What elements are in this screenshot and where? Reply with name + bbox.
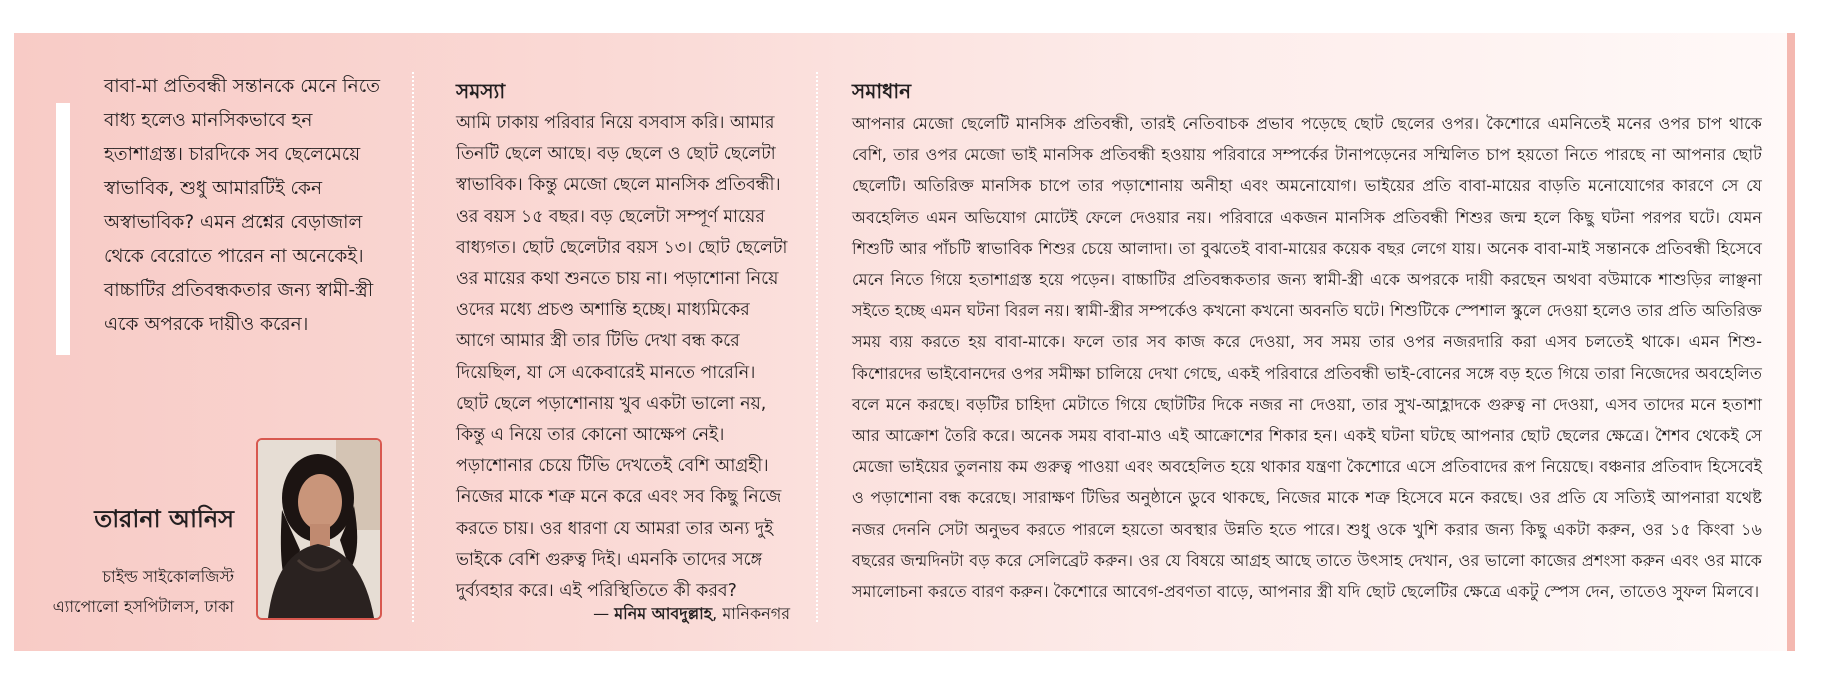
signature-place: , মানিকনগর bbox=[712, 604, 790, 623]
right-edge-rule bbox=[1787, 33, 1795, 651]
signature-name: মনিম আবদুল্লাহ bbox=[614, 604, 713, 623]
expert-role bbox=[10, 562, 234, 622]
solution-text: আপনার মেজো ছেলেটি মানসিক প্রতিবন্ধী, তারই নেতিবাচক প্রভাব পড়েছে ছোট ছেলের ওপর। কৈশোরে এমনিতেই মনের ওপর চাপ থাকে বেশি, তার ওপর মেজো ভাই মানসিক প্রতিবন্ধী হওয়ায় পরিবারে সম্পর্কের টানাপড়েনের সম্মিলিত চাপ হয়তো নিতে পারছে না আপনার ছোট ছেলেটি। অতিরিক্ত মানসিক চাপে তার পড়াশোনায় অনীহা এবং অমনোযোগ। ভাইয়ের প্রতি বাবা-মায়ের বাড়তি মনোযোগের কারণে সে যে অবহেলিত এমন অভিযোগ মোটেই ফেলে দেওয়ার নয়। পরিবারে একজন মানসিক প্রতিবন্ধী শিশুর জন্ম হলে কিছু ঘটনা পরপর ঘটে। যেমন শিশুটি আর পাঁচটি স্বাভাবিক শিশুর চেয়ে আলাদা। তা বুঝতেই বাবা-মায়ের কয়েক বছর লেগে যায়। অনেক বাবা-মাই সন্তানকে প্রতিবন্ধী হিসেবে মেনে নিতে গিয়ে হতাশাগ্রস্ত হয়ে পড়েন। বাচ্চাটির প্রতিবন্ধকতার জন্য স্বামী-স্ত্রী একে অপরকে দায়ী করছেন অথবা বউমাকে শাশুড়ির লাঞ্ছনা সইতে হচ্ছে এমন ঘটনা বিরল নয়। স্বামী-স্ত্রীর সম্পর্কেও কখনো কখনো অবনতি ঘটে। শিশুটিকে স্পেশাল স্কুলে দেওয়া হলেও তার প্রতি অতিরিক্ত সময় ব্যয় করতে হয় বাবা-মাকে। ফলে তার সব কাজ করে দেওয়া, সব সময় তার ওপর নজরদারি করা এসব চলতেই থাকে। এমন শিশু-কিশোরদের ভাইবোনদের ওপর সমীক্ষা চালিয়ে দেখা গেছে, একই পরিবারে প্রতিবন্ধী ভাই-বোনের সঙ্গে বড় হতে গিয়ে তারা নিজেদের অবহেলিত বলে মনে করছে। বড়টির চাহিদা মেটাতে গিয়ে ছোটটির দিকে নজর না দেওয়া, তার সুখ-আহ্লাদকে গুরুত্ব না দেওয়া, এসব তাদের মনে হতাশা আর আক্রোশ তৈরি করে। অনেক সময় বাবা-মাও এই আক্রোশের শিকার হন। একই ঘটনা ঘটছে আপনার ছোট ছেলের ক্ষেত্রে। শৈশব থেকেই সে মেজো ভাইয়ের তুলনায় কম গুরুত্ব পাওয়া এবং অবহেলিত হয়ে থাকার যন্ত্রণা কৈশোরে এসে প্রতিবাদের রূপ নিয়েছে। বঞ্চনার প্রতিবাদ হিসেবেই ও পড়াশোনা বন্ধ করেছে। সারাক্ষণ টিভির অনুষ্ঠানে ডুবে থাকছে, নিজের মাকে শত্রু হিসেবে মনে করছে। ওর প্রতি যে সত্যিই আপনারা যথেষ্ট নজর দেননি সেটা অনুভব করতে পারলে হয়তো অবস্থার উন্নতি হতে পারে। শুধু ওকে খুশি করার জন্য কিছু একটা করুন, ওর ১৫ কিংবা ১৬ বছরের জন্মদিনটা বড় করে সেলিব্রেট করুন। ওর যে বিষয়ে আগ্রহ আছে তাতে উৎসাহ দেখান, ওর ভালো কাজের প্রশংসা করুন এবং ওর মাকে সমালোচনা করতে বারণ করুন। কৈশোরে আবেগ-প্রবণতা বাড়ে, আপনার স্ত্রী যদি ছোট ছেলেটির ক্ষেত্রে একটু স্পেস দেন, তাতেও সুফল মিলবে। bbox=[852, 114, 1762, 602]
expert-name: তারানা আনিস bbox=[94, 505, 234, 533]
intro-text: বাবা-মা প্রতিবন্ধী সন্তানকে মেনে নিতে বাধ্য হলেও মানসিকভাবে হন হতাশাগ্রস্ত। চারদিকে সব ছেলেমেয়ে স্বাভাবিক, শুধু আমারটিই কেন অস্বাভাবিক? এমন প্রশ্নের বেড়াজাল থেকে বেরোতে পারেন না অনেকেই। বাচ্চাটির প্রতিবন্ধকতার জন্য স্বামী-স্ত্রী একে অপরকে দায়ীও করেন। bbox=[104, 76, 381, 335]
solution-heading: সমাধান bbox=[852, 79, 912, 103]
problem-text: আমি ঢাকায় পরিবার নিয়ে বসবাস করি। আমার তিনটি ছেলে আছে। বড় ছেলে ও ছোট ছেলেটা স্বাভাবিক। কিন্তু মেজো ছেলে মানসিক প্রতিবন্ধী। ওর বয়স ১৫ বছর। বড় ছেলেটা সম্পূর্ণ মায়ের বাধ্যগত। ছোট ছেলেটার বয়স ১৩। ছোট ছেলেটা ওর মায়ের কথা শুনতে চায় না। পড়াশোনা নিয়ে ওদের মধ্যে প্রচণ্ড অশান্তি হচ্ছে। মাধ্যমিকের আগে আমার স্ত্রী তার টিভি দেখা বন্ধ করে দিয়েছিল, যা সে একেবারেই মানতে পারেনি। ছোট ছেলে পড়াশোনায় খুব একটা ভালো নয়, কিন্তু এ নিয়ে তার কোনো আক্ষেপ নেই। পড়াশোনার চেয়ে টিভি দেখতেই বেশি আগ্রহী। নিজের মাকে শত্রু মনে করে এবং সব কিছু নিজে করতে চায়। ওর ধারণা যে আমরা তার অন্য দুই ভাইকে বেশি গুরুত্ব দিই। এমনকি তাদের সঙ্গে দুর্ব্যবহার করে। এই পরিস্থিতিতে কী করব? bbox=[456, 113, 788, 602]
intro-column bbox=[104, 70, 394, 342]
signature-dash: — bbox=[593, 604, 610, 623]
left-accent-bar bbox=[56, 103, 70, 355]
problem-heading: সমস্যা bbox=[456, 79, 506, 103]
column-divider-1 bbox=[412, 72, 414, 622]
portrait-illustration bbox=[258, 440, 380, 618]
expert-hospital: এ্যাপোলো হসপিটালস, ঢাকা bbox=[52, 597, 234, 616]
problem-signature bbox=[530, 599, 790, 629]
problem-column bbox=[456, 108, 792, 607]
expert-title: চাইল্ড সাইকোলজিস্ট bbox=[102, 567, 234, 586]
solution-column bbox=[852, 108, 1762, 607]
column-divider-2 bbox=[816, 72, 818, 622]
expert-photo bbox=[256, 438, 382, 620]
